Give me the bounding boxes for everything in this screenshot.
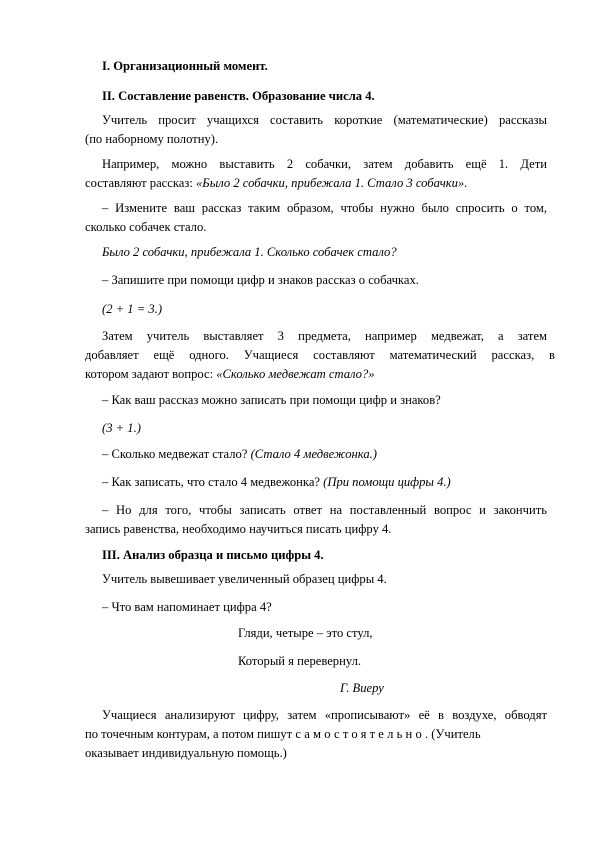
paragraph-students-analyze-line3: оказывает индивидуальную помощь.) [85, 746, 287, 760]
paragraph-students-analyze-line2 [85, 725, 555, 744]
paragraph-what-reminds: – Что вам напоминает цифра 4? [102, 600, 272, 614]
paragraph-how-many-bears [102, 445, 547, 464]
example-prefix: составляют рассказ: [85, 176, 196, 190]
paragraph-learn-digit-line1: – Но для того, чтобы записать ответ на поставленный вопрос и закончить [102, 503, 547, 517]
paragraph-how-to-write: – Как ваш рассказ можно записать при помощи цифр и знаков? [102, 393, 441, 407]
students-analyze-suffix: . (Учитель [424, 727, 481, 741]
section-3-heading: III. Анализ образца и письмо цифры 4. [102, 548, 324, 562]
paragraph-example-line1: Например, можно выставить 2 собачки, затем добавить ещё 1. Дети [102, 157, 547, 171]
verse-author: Г. Виеру [340, 681, 384, 695]
how-to-write-four-answer: (При помощи цифры 4.) [323, 475, 451, 489]
paragraph-teacher-asks-line2: (по наборному полотну). [85, 132, 219, 146]
paragraph-how-to-write-four [102, 473, 547, 492]
paragraph-learn-digit-line2: запись равенства, необходимо научиться писать цифру 4. [85, 522, 392, 536]
independently-spaced-word: самостоятельно [295, 727, 425, 741]
verse-line-2: Который я перевернул. [238, 654, 362, 668]
paragraph-equation-2-1-3: (2 + 1 = 3.) [102, 302, 163, 316]
paragraph-dogs-question: Было 2 собачки, прибежала 1. Сколько собачек стало? [102, 245, 397, 259]
how-to-write-four-question: – Как записать, что стало 4 медвежонка? [102, 475, 324, 489]
paragraph-example-line2 [85, 174, 555, 193]
paragraph-teacher-shows-sample: Учитель вывешивает увеличенный образец цифры 4. [102, 572, 387, 586]
section-1-heading: I. Организационный момент. [102, 59, 268, 73]
paragraph-write-dogs: – Запишите при помощи цифр и знаков рассказ о собачках. [102, 273, 419, 287]
paragraph-bears-line1: Затем учитель выставляет 3 предмета, например медвежат, а затем [102, 329, 547, 343]
bears-quote: «Сколько медвежат стало?» [216, 367, 375, 381]
how-many-bears-question: – Сколько медвежат стало? [102, 447, 251, 461]
bears-prefix: котором задают вопрос: [85, 367, 217, 381]
paragraph-equation-3-1: (3 + 1.) [102, 421, 141, 435]
paragraph-students-analyze-line1: Учащиеся анализируют цифру, затем «прописывают» её в воздухе, обводят [102, 708, 547, 722]
example-quote: «Было 2 собачки, прибежала 1. Стало 3 собачки». [196, 176, 468, 190]
students-analyze-prefix: по точечным контурам, а потом пишут [85, 727, 296, 741]
paragraph-change-story-line1: – Измените ваш рассказ таким образом, чтобы нужно было спросить о том, [102, 201, 547, 215]
paragraph-change-story-line2: сколько собачек стало. [85, 220, 207, 234]
how-many-bears-answer: (Стало 4 медвежонка.) [250, 447, 378, 461]
paragraph-bears-line3 [85, 365, 555, 384]
paragraph-bears-line2: добавляет ещё одного. Учащиеся составляют математический рассказ, в [85, 348, 555, 362]
paragraph-teacher-asks-line1: Учитель просит учащихся составить короткие (математические) рассказы [102, 113, 547, 127]
verse-line-1: Гляди, четыре – это стул, [238, 626, 373, 640]
section-2-heading: II. Составление равенств. Образование числа 4. [102, 89, 375, 103]
